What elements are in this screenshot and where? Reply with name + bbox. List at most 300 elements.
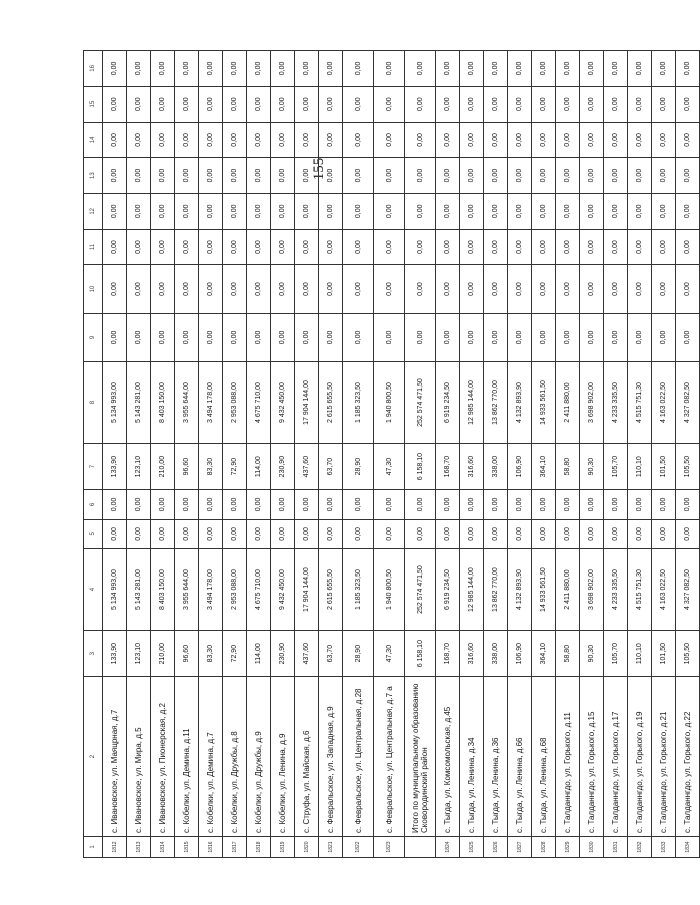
value-cell: 0,00: [484, 158, 508, 194]
row-index: 1822: [343, 836, 374, 857]
value-cell: 0,00: [628, 265, 652, 313]
value-cell: 0,00: [628, 122, 652, 158]
column-header: 8: [84, 362, 103, 444]
value-cell: 4 163 022,50: [652, 549, 676, 631]
value-cell: 0,00: [676, 490, 700, 519]
table-row: [127, 51, 151, 858]
value-cell: 12 985 144,00: [460, 549, 484, 631]
value-cell: 168,70: [436, 631, 460, 677]
value-cell: 0,00: [405, 193, 436, 229]
address-cell: с. Тыгда, ул. Ленина, д.68: [532, 677, 556, 837]
value-cell: 0,00: [295, 490, 319, 519]
address-cell: с. Кобелки, ул. Дружбы, д.8: [223, 677, 247, 837]
value-cell: 0,00: [103, 86, 127, 122]
address-cell: с. Тыгда, ул. Комсомольская, д.45: [436, 677, 460, 837]
value-cell: 0,00: [652, 229, 676, 265]
row-index: 1832: [628, 836, 652, 857]
row-index: 1819: [271, 836, 295, 857]
value-cell: 6 158,10: [405, 444, 436, 490]
value-cell: 17 904 144,00: [295, 549, 319, 631]
value-cell: 0,00: [295, 193, 319, 229]
value-cell: 0,00: [604, 51, 628, 87]
value-cell: 0,00: [374, 158, 405, 194]
value-cell: 0,00: [247, 193, 271, 229]
value-cell: 0,00: [556, 519, 580, 548]
address-cell: с. Тыгда, ул. Ленина, д.36: [484, 677, 508, 837]
address-cell: с. Февральское, ул. Центральная, д.28: [343, 677, 374, 837]
table-row: [374, 51, 405, 858]
address-cell: с. Талданнгдо, ул. Горького, д.21: [652, 677, 676, 837]
value-cell: 2 411 880,00: [556, 549, 580, 631]
value-cell: 0,00: [405, 158, 436, 194]
column-header: 14: [84, 122, 103, 158]
value-cell: 0,00: [271, 519, 295, 548]
value-cell: 106,90: [508, 631, 532, 677]
value-cell: 0,00: [436, 519, 460, 548]
value-cell: 364,10: [532, 631, 556, 677]
value-cell: 14 933 561,50: [532, 362, 556, 444]
value-cell: 4 233 335,50: [604, 549, 628, 631]
value-cell: 0,00: [247, 158, 271, 194]
value-cell: 5 134 993,00: [103, 362, 127, 444]
value-cell: 0,00: [175, 193, 199, 229]
value-cell: 0,00: [103, 193, 127, 229]
table-row: [223, 51, 247, 858]
total-row: [405, 51, 436, 858]
value-cell: 0,00: [127, 193, 151, 229]
value-cell: 0,00: [175, 313, 199, 361]
value-cell: 133,90: [103, 631, 127, 677]
value-cell: 12 985 144,00: [460, 362, 484, 444]
rotated-table-wrapper: [83, 50, 692, 858]
value-cell: 0,00: [556, 86, 580, 122]
row-index: 1817: [223, 836, 247, 857]
table-body: [103, 51, 700, 858]
address-cell: с. Талданнгдо, ул. Горького, д.22: [676, 677, 700, 837]
value-cell: 0,00: [604, 313, 628, 361]
address-cell: с. Талданнгдо, ул. Горького, д.19: [628, 677, 652, 837]
value-cell: 0,00: [652, 490, 676, 519]
value-cell: 101,50: [652, 631, 676, 677]
value-cell: 0,00: [556, 193, 580, 229]
value-cell: 133,90: [103, 444, 127, 490]
value-cell: 0,00: [628, 86, 652, 122]
value-cell: 230,90: [271, 444, 295, 490]
value-cell: 0,00: [580, 193, 604, 229]
value-cell: 0,00: [405, 490, 436, 519]
address-cell: с. Кобелки, ул. Дружбы, д.9: [247, 677, 271, 837]
value-cell: 0,00: [271, 122, 295, 158]
value-cell: 0,00: [460, 158, 484, 194]
value-cell: 252 574 471,50: [405, 549, 436, 631]
value-cell: 2 953 088,00: [223, 549, 247, 631]
value-cell: 4 327 082,50: [676, 362, 700, 444]
value-cell: 0,00: [223, 193, 247, 229]
value-cell: 0,00: [405, 86, 436, 122]
register-table: [83, 50, 700, 858]
value-cell: 210,00: [151, 631, 175, 677]
value-cell: 0,00: [271, 51, 295, 87]
value-cell: 0,00: [223, 51, 247, 87]
value-cell: 0,00: [223, 158, 247, 194]
value-cell: 0,00: [556, 229, 580, 265]
value-cell: 0,00: [199, 122, 223, 158]
value-cell: 0,00: [508, 313, 532, 361]
value-cell: 0,00: [604, 193, 628, 229]
value-cell: 0,00: [604, 229, 628, 265]
value-cell: 0,00: [103, 51, 127, 87]
value-cell: 252 574 471,50: [405, 362, 436, 444]
value-cell: 1 185 323,50: [343, 362, 374, 444]
value-cell: 0,00: [223, 229, 247, 265]
value-cell: 0,00: [532, 229, 556, 265]
value-cell: 0,00: [319, 51, 343, 87]
row-index: 1828: [532, 836, 556, 857]
value-cell: 0,00: [628, 229, 652, 265]
value-cell: 28,90: [343, 444, 374, 490]
value-cell: 0,00: [127, 313, 151, 361]
row-index: 1834: [676, 836, 700, 857]
value-cell: 3 494 178,00: [199, 549, 223, 631]
row-index: 1825: [460, 836, 484, 857]
value-cell: 90,30: [580, 631, 604, 677]
value-cell: 0,00: [484, 265, 508, 313]
value-cell: 0,00: [374, 86, 405, 122]
value-cell: 0,00: [374, 193, 405, 229]
value-cell: 96,60: [175, 444, 199, 490]
header-row: [84, 51, 103, 858]
address-cell: Итого по муниципальному образованию Сковородинский район: [405, 677, 436, 837]
value-cell: 0,00: [343, 158, 374, 194]
value-cell: 0,00: [532, 519, 556, 548]
value-cell: 0,00: [580, 490, 604, 519]
value-cell: 0,00: [556, 490, 580, 519]
value-cell: 0,00: [532, 193, 556, 229]
value-cell: 0,00: [151, 122, 175, 158]
value-cell: 0,00: [436, 229, 460, 265]
value-cell: 0,00: [580, 265, 604, 313]
table-row: [103, 51, 127, 858]
value-cell: 0,00: [199, 519, 223, 548]
value-cell: 123,10: [127, 444, 151, 490]
value-cell: 0,00: [460, 519, 484, 548]
value-cell: 0,00: [604, 158, 628, 194]
value-cell: 28,90: [343, 631, 374, 677]
value-cell: 8 403 150,00: [151, 362, 175, 444]
value-cell: 0,00: [295, 158, 319, 194]
value-cell: 0,00: [556, 265, 580, 313]
value-cell: 0,00: [199, 313, 223, 361]
value-cell: 0,00: [508, 265, 532, 313]
address-cell: с. Ивановское, ул. Маяцрная, д.7: [103, 677, 127, 837]
value-cell: 0,00: [151, 519, 175, 548]
table-row: [460, 51, 484, 858]
value-cell: 5 143 281,00: [127, 362, 151, 444]
value-cell: 0,00: [604, 265, 628, 313]
value-cell: 4 132 893,90: [508, 549, 532, 631]
row-index: 1824: [436, 836, 460, 857]
value-cell: 0,00: [508, 229, 532, 265]
value-cell: 0,00: [151, 265, 175, 313]
value-cell: 0,00: [223, 86, 247, 122]
value-cell: 0,00: [460, 193, 484, 229]
row-index: 1820: [295, 836, 319, 857]
value-cell: 0,00: [460, 265, 484, 313]
value-cell: 0,00: [175, 519, 199, 548]
address-cell: с. Кобелки, ул. Демина, д.7: [199, 677, 223, 837]
value-cell: 6 919 234,50: [436, 362, 460, 444]
value-cell: 2 615 655,50: [319, 362, 343, 444]
value-cell: 338,00: [484, 444, 508, 490]
value-cell: 2 953 088,00: [223, 362, 247, 444]
value-cell: 0,00: [460, 51, 484, 87]
value-cell: 0,00: [652, 519, 676, 548]
value-cell: 0,00: [580, 158, 604, 194]
table-row: [295, 51, 319, 858]
address-cell: с. Тыгда, ул. Ленина, д.66: [508, 677, 532, 837]
value-cell: 0,00: [652, 86, 676, 122]
value-cell: 14 933 561,50: [532, 549, 556, 631]
value-cell: 0,00: [374, 519, 405, 548]
value-cell: 0,00: [374, 51, 405, 87]
value-cell: 0,00: [103, 122, 127, 158]
row-index: [405, 836, 436, 857]
value-cell: 437,60: [295, 631, 319, 677]
value-cell: 105,70: [604, 444, 628, 490]
column-header: 4: [84, 549, 103, 631]
value-cell: 0,00: [484, 229, 508, 265]
column-header: 1: [84, 836, 103, 857]
value-cell: 0,00: [319, 490, 343, 519]
value-cell: 0,00: [175, 158, 199, 194]
value-cell: 0,00: [271, 265, 295, 313]
value-cell: 0,00: [405, 313, 436, 361]
value-cell: 0,00: [436, 193, 460, 229]
row-index: 1818: [247, 836, 271, 857]
table-row: [343, 51, 374, 858]
value-cell: 6 919 234,50: [436, 549, 460, 631]
value-cell: 0,00: [508, 86, 532, 122]
value-cell: 0,00: [604, 86, 628, 122]
value-cell: 0,00: [319, 193, 343, 229]
address-cell: с. Кобелки, ул. Демина, д.11: [175, 677, 199, 837]
value-cell: 0,00: [151, 229, 175, 265]
value-cell: 4 132 893,90: [508, 362, 532, 444]
value-cell: 0,00: [343, 313, 374, 361]
table-row: [676, 51, 700, 858]
value-cell: 0,00: [319, 229, 343, 265]
value-cell: 0,00: [343, 193, 374, 229]
row-index: 1814: [151, 836, 175, 857]
value-cell: 0,00: [405, 122, 436, 158]
value-cell: 0,00: [556, 158, 580, 194]
table-row: [652, 51, 676, 858]
value-cell: 0,00: [223, 490, 247, 519]
value-cell: 0,00: [247, 86, 271, 122]
value-cell: 0,00: [103, 158, 127, 194]
value-cell: 0,00: [484, 193, 508, 229]
value-cell: 0,00: [484, 51, 508, 87]
row-index: 1816: [199, 836, 223, 857]
value-cell: 0,00: [484, 313, 508, 361]
value-cell: 0,00: [652, 265, 676, 313]
value-cell: 123,10: [127, 631, 151, 677]
value-cell: 0,00: [484, 490, 508, 519]
value-cell: 0,00: [247, 51, 271, 87]
value-cell: 1 940 800,50: [374, 362, 405, 444]
value-cell: 0,00: [676, 51, 700, 87]
address-cell: с. Февральское, ул. Центральная, д.7 а: [374, 677, 405, 837]
address-cell: с. Ивановское, ул. Мира, д.5: [127, 677, 151, 837]
address-cell: с. Талданнгдо, ул. Горького, д.11: [556, 677, 580, 837]
value-cell: 2 615 655,50: [319, 549, 343, 631]
value-cell: 0,00: [199, 86, 223, 122]
value-cell: 0,00: [319, 122, 343, 158]
table-row: [151, 51, 175, 858]
value-cell: 0,00: [405, 51, 436, 87]
value-cell: 4 675 710,00: [247, 549, 271, 631]
value-cell: 96,60: [175, 631, 199, 677]
value-cell: 0,00: [175, 265, 199, 313]
value-cell: 114,00: [247, 444, 271, 490]
value-cell: 0,00: [127, 229, 151, 265]
value-cell: 0,00: [508, 193, 532, 229]
value-cell: 0,00: [676, 313, 700, 361]
value-cell: 0,00: [127, 86, 151, 122]
value-cell: 0,00: [628, 313, 652, 361]
value-cell: 0,00: [103, 265, 127, 313]
value-cell: 0,00: [436, 265, 460, 313]
row-index: 1829: [556, 836, 580, 857]
value-cell: 0,00: [343, 519, 374, 548]
value-cell: 0,00: [247, 122, 271, 158]
value-cell: 90,30: [580, 444, 604, 490]
address-cell: с. Струфа, ул. Майская, д.6: [295, 677, 319, 837]
value-cell: 0,00: [652, 158, 676, 194]
column-header: 2: [84, 677, 103, 837]
value-cell: 0,00: [580, 51, 604, 87]
value-cell: 0,00: [460, 86, 484, 122]
value-cell: 0,00: [484, 122, 508, 158]
value-cell: 0,00: [175, 490, 199, 519]
value-cell: 0,00: [295, 86, 319, 122]
value-cell: 0,00: [199, 193, 223, 229]
value-cell: 0,00: [271, 313, 295, 361]
value-cell: 0,00: [103, 313, 127, 361]
value-cell: 0,00: [127, 158, 151, 194]
value-cell: 58,80: [556, 444, 580, 490]
column-header: 15: [84, 86, 103, 122]
value-cell: 0,00: [295, 229, 319, 265]
value-cell: 0,00: [223, 265, 247, 313]
page-number: 155: [311, 157, 327, 181]
table-row: [508, 51, 532, 858]
value-cell: 0,00: [175, 229, 199, 265]
column-header: 3: [84, 631, 103, 677]
table-row: [532, 51, 556, 858]
value-cell: 8 403 150,00: [151, 549, 175, 631]
address-cell: с. Талданнгдо, ул. Горького, д.15: [580, 677, 604, 837]
value-cell: 114,00: [247, 631, 271, 677]
table-row: [175, 51, 199, 858]
table-row: [604, 51, 628, 858]
row-index: 1827: [508, 836, 532, 857]
value-cell: 4 675 710,00: [247, 362, 271, 444]
value-cell: 0,00: [628, 490, 652, 519]
value-cell: 364,10: [532, 444, 556, 490]
value-cell: 4 233 335,50: [604, 362, 628, 444]
value-cell: 0,00: [405, 229, 436, 265]
value-cell: 0,00: [247, 313, 271, 361]
value-cell: 0,00: [295, 51, 319, 87]
value-cell: 0,00: [676, 86, 700, 122]
value-cell: 0,00: [343, 51, 374, 87]
value-cell: 0,00: [247, 229, 271, 265]
value-cell: 0,00: [508, 519, 532, 548]
value-cell: 63,70: [319, 444, 343, 490]
table-row: [436, 51, 460, 858]
table-row: [484, 51, 508, 858]
value-cell: 437,60: [295, 444, 319, 490]
value-cell: 0,00: [151, 490, 175, 519]
row-index: 1815: [175, 836, 199, 857]
value-cell: 0,00: [374, 122, 405, 158]
value-cell: 0,00: [556, 313, 580, 361]
value-cell: 0,00: [319, 313, 343, 361]
value-cell: 0,00: [652, 51, 676, 87]
table-row: [319, 51, 343, 858]
value-cell: 17 904 144,00: [295, 362, 319, 444]
table-row: [628, 51, 652, 858]
value-cell: 0,00: [343, 265, 374, 313]
value-cell: 210,00: [151, 444, 175, 490]
value-cell: 110,10: [628, 444, 652, 490]
value-cell: 0,00: [436, 86, 460, 122]
value-cell: 110,10: [628, 631, 652, 677]
value-cell: 0,00: [271, 158, 295, 194]
value-cell: 106,90: [508, 444, 532, 490]
value-cell: 0,00: [374, 490, 405, 519]
value-cell: 0,00: [436, 158, 460, 194]
value-cell: 0,00: [460, 490, 484, 519]
value-cell: 0,00: [319, 158, 343, 194]
value-cell: 0,00: [103, 519, 127, 548]
value-cell: 13 862 770,00: [484, 362, 508, 444]
value-cell: 230,90: [271, 631, 295, 677]
value-cell: 0,00: [223, 122, 247, 158]
value-cell: 0,00: [436, 51, 460, 87]
value-cell: 0,00: [151, 51, 175, 87]
value-cell: 0,00: [199, 229, 223, 265]
value-cell: 0,00: [436, 122, 460, 158]
value-cell: 0,00: [343, 490, 374, 519]
value-cell: 0,00: [676, 229, 700, 265]
value-cell: 0,00: [652, 122, 676, 158]
column-header: 7: [84, 444, 103, 490]
value-cell: 0,00: [484, 519, 508, 548]
value-cell: 3 494 178,00: [199, 362, 223, 444]
value-cell: 6 158,10: [405, 631, 436, 677]
value-cell: 338,00: [484, 631, 508, 677]
value-cell: 0,00: [343, 122, 374, 158]
value-cell: 0,00: [247, 265, 271, 313]
value-cell: 3 955 644,00: [175, 362, 199, 444]
value-cell: 0,00: [580, 86, 604, 122]
value-cell: 0,00: [652, 313, 676, 361]
value-cell: 0,00: [580, 122, 604, 158]
table-row: [247, 51, 271, 858]
value-cell: 0,00: [628, 193, 652, 229]
